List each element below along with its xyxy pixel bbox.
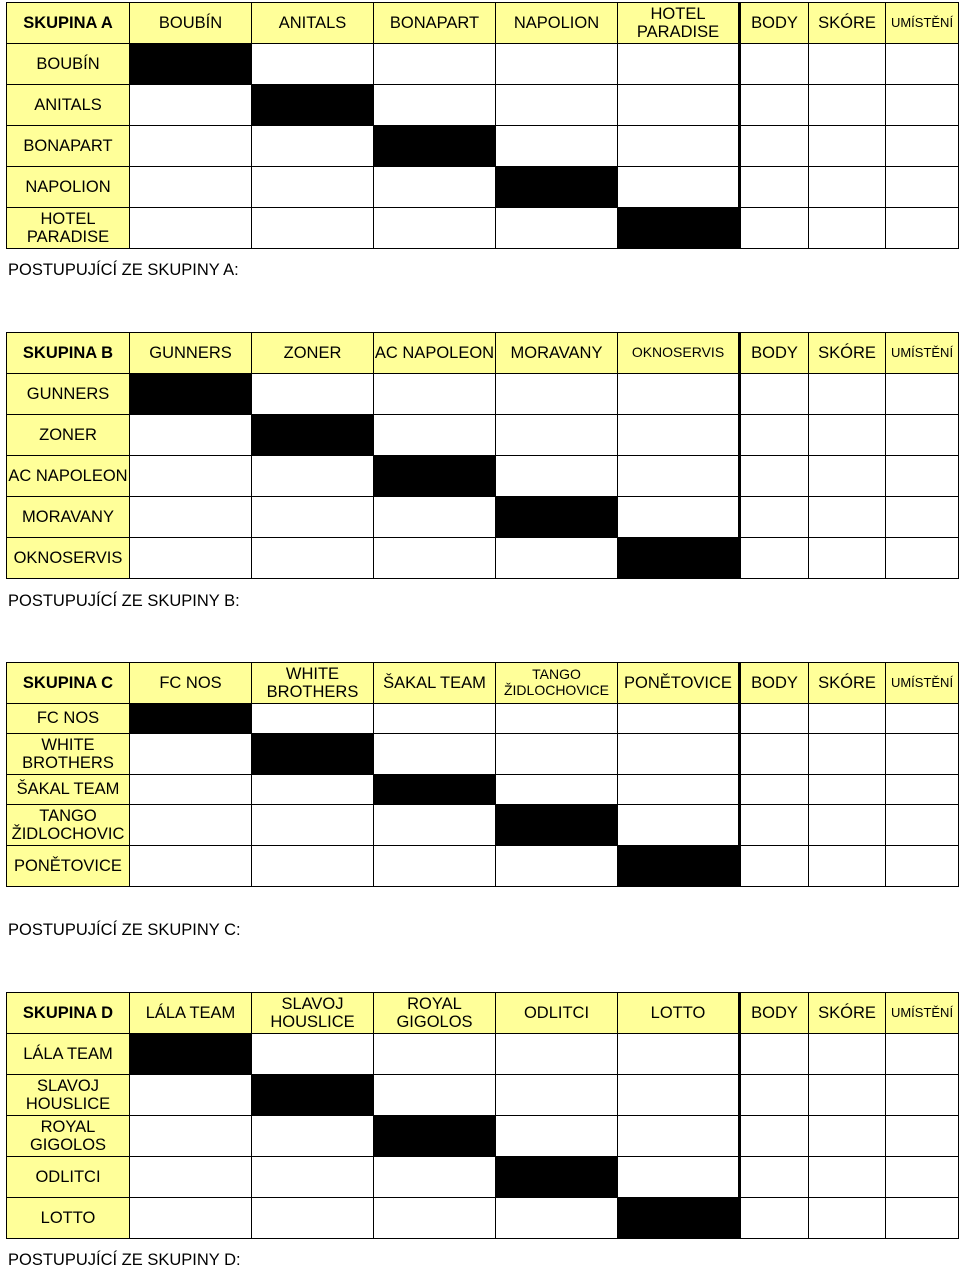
- result-cell[interactable]: [618, 374, 740, 415]
- body-cell[interactable]: [740, 1157, 809, 1198]
- place-cell[interactable]: [886, 734, 959, 775]
- place-cell[interactable]: [886, 415, 959, 456]
- result-cell[interactable]: [496, 1198, 618, 1239]
- column-place: UMÍSTĚNÍ: [886, 333, 959, 374]
- group-b-header-row: [7, 333, 959, 374]
- body-cell[interactable]: [740, 167, 809, 208]
- body-cell[interactable]: [740, 775, 809, 805]
- result-cell[interactable]: [374, 44, 496, 85]
- group-a: [6, 2, 958, 249]
- result-cell[interactable]: [496, 208, 618, 249]
- column-team: SLAVOJ HOUSLICE: [252, 993, 374, 1034]
- table-row: [7, 846, 959, 887]
- column-team: BOUBÍN: [130, 3, 252, 44]
- result-cell[interactable]: [496, 846, 618, 887]
- diagonal-cell: [374, 126, 496, 167]
- group-d-table: [6, 992, 959, 1239]
- body-cell[interactable]: [740, 538, 809, 579]
- result-cell[interactable]: [252, 167, 374, 208]
- group-b: [6, 332, 958, 579]
- score-cell[interactable]: [809, 374, 886, 415]
- row-team: ŠAKAL TEAM: [7, 775, 130, 805]
- row-team: AC NAPOLEON: [7, 456, 130, 497]
- result-cell[interactable]: [252, 44, 374, 85]
- result-cell[interactable]: [130, 1116, 252, 1157]
- group-title: SKUPINA C: [7, 663, 130, 704]
- result-cell[interactable]: [496, 704, 618, 734]
- result-cell[interactable]: [618, 805, 740, 846]
- column-team: HOTEL PARADISE: [618, 3, 740, 44]
- result-cell[interactable]: [252, 846, 374, 887]
- column-team: OKNOSERVIS: [618, 333, 740, 374]
- table-row: [7, 1075, 959, 1116]
- diagonal-cell: [496, 167, 618, 208]
- column-score: SKÓRE: [809, 333, 886, 374]
- column-team: ZONER: [252, 333, 374, 374]
- diagonal-cell: [252, 415, 374, 456]
- score-cell[interactable]: [809, 456, 886, 497]
- body-cell[interactable]: [740, 734, 809, 775]
- result-cell[interactable]: [618, 704, 740, 734]
- table-row: [7, 167, 959, 208]
- table-row: [7, 126, 959, 167]
- body-cell[interactable]: [740, 208, 809, 249]
- result-cell[interactable]: [618, 497, 740, 538]
- row-team: WHITE BROTHERS: [7, 734, 130, 775]
- body-cell[interactable]: [740, 1116, 809, 1157]
- body-cell[interactable]: [740, 1034, 809, 1075]
- result-cell[interactable]: [618, 126, 740, 167]
- result-cell[interactable]: [130, 126, 252, 167]
- table-row: [7, 85, 959, 126]
- result-cell[interactable]: [496, 374, 618, 415]
- diagonal-cell: [130, 1034, 252, 1075]
- result-cell[interactable]: [374, 846, 496, 887]
- score-cell[interactable]: [809, 44, 886, 85]
- result-cell[interactable]: [374, 704, 496, 734]
- column-team: ŠAKAL TEAM: [374, 663, 496, 704]
- row-team: NAPOLION: [7, 167, 130, 208]
- diagonal-cell: [130, 44, 252, 85]
- result-cell[interactable]: [374, 805, 496, 846]
- table-row: [7, 734, 959, 775]
- column-team: LOTTO: [618, 993, 740, 1034]
- table-row: [7, 374, 959, 415]
- row-team: GUNNERS: [7, 374, 130, 415]
- table-row: [7, 497, 959, 538]
- result-cell[interactable]: [252, 456, 374, 497]
- result-cell[interactable]: [374, 1198, 496, 1239]
- advance-label-d: POSTUPUJÍCÍ ZE SKUPINY D:: [8, 1251, 241, 1269]
- result-cell[interactable]: [252, 208, 374, 249]
- result-cell[interactable]: [130, 497, 252, 538]
- place-cell[interactable]: [886, 85, 959, 126]
- result-cell[interactable]: [618, 1075, 740, 1116]
- result-cell[interactable]: [374, 1075, 496, 1116]
- column-team: FC NOS: [130, 663, 252, 704]
- result-cell[interactable]: [618, 85, 740, 126]
- body-cell[interactable]: [740, 805, 809, 846]
- column-place: UMÍSTĚNÍ: [886, 993, 959, 1034]
- body-cell[interactable]: [740, 456, 809, 497]
- diagonal-cell: [618, 538, 740, 579]
- body-cell[interactable]: [740, 846, 809, 887]
- result-cell[interactable]: [496, 456, 618, 497]
- diagonal-cell: [496, 1157, 618, 1198]
- score-cell[interactable]: [809, 704, 886, 734]
- result-cell[interactable]: [130, 805, 252, 846]
- column-team: ROYAL GIGOLOS: [374, 993, 496, 1034]
- result-cell[interactable]: [496, 775, 618, 805]
- table-row: [7, 1157, 959, 1198]
- score-cell[interactable]: [809, 805, 886, 846]
- body-cell[interactable]: [740, 1198, 809, 1239]
- table-row: [7, 1198, 959, 1239]
- row-team: ZONER: [7, 415, 130, 456]
- result-cell[interactable]: [374, 85, 496, 126]
- result-cell[interactable]: [252, 1198, 374, 1239]
- column-body: BODY: [740, 993, 809, 1034]
- column-team: BONAPART: [374, 3, 496, 44]
- result-cell[interactable]: [374, 374, 496, 415]
- result-cell[interactable]: [374, 1034, 496, 1075]
- place-cell[interactable]: [886, 497, 959, 538]
- place-cell[interactable]: [886, 538, 959, 579]
- result-cell[interactable]: [496, 734, 618, 775]
- score-cell[interactable]: [809, 1034, 886, 1075]
- column-body: BODY: [740, 663, 809, 704]
- column-team: GUNNERS: [130, 333, 252, 374]
- place-cell[interactable]: [886, 1198, 959, 1239]
- place-cell[interactable]: [886, 1075, 959, 1116]
- diagonal-cell: [618, 1198, 740, 1239]
- result-cell[interactable]: [618, 1116, 740, 1157]
- row-team: BONAPART: [7, 126, 130, 167]
- diagonal-cell: [252, 1075, 374, 1116]
- result-cell[interactable]: [496, 1034, 618, 1075]
- column-body: BODY: [740, 3, 809, 44]
- place-cell[interactable]: [886, 1116, 959, 1157]
- row-team: TANGO ŽIDLOCHOVIC: [7, 805, 130, 846]
- diagonal-cell: [252, 85, 374, 126]
- result-cell[interactable]: [618, 44, 740, 85]
- table-row: [7, 704, 959, 734]
- table-row: [7, 805, 959, 846]
- column-score: SKÓRE: [809, 993, 886, 1034]
- body-cell[interactable]: [740, 1075, 809, 1116]
- score-cell[interactable]: [809, 497, 886, 538]
- place-cell[interactable]: [886, 456, 959, 497]
- group-b-table: [6, 332, 959, 579]
- score-cell[interactable]: [809, 734, 886, 775]
- score-cell[interactable]: [809, 167, 886, 208]
- table-row: [7, 44, 959, 85]
- result-cell[interactable]: [618, 1034, 740, 1075]
- group-a-table: [6, 2, 959, 249]
- table-row: [7, 1034, 959, 1075]
- result-cell[interactable]: [252, 805, 374, 846]
- result-cell[interactable]: [130, 538, 252, 579]
- result-cell[interactable]: [130, 167, 252, 208]
- row-team: OKNOSERVIS: [7, 538, 130, 579]
- score-cell[interactable]: [809, 846, 886, 887]
- group-title: SKUPINA A: [7, 3, 130, 44]
- place-cell[interactable]: [886, 126, 959, 167]
- result-cell[interactable]: [618, 415, 740, 456]
- diagonal-cell: [374, 775, 496, 805]
- body-cell[interactable]: [740, 126, 809, 167]
- body-cell[interactable]: [740, 704, 809, 734]
- body-cell[interactable]: [740, 374, 809, 415]
- diagonal-cell: [374, 1116, 496, 1157]
- diagonal-cell: [496, 805, 618, 846]
- table-row: [7, 456, 959, 497]
- row-team: HOTEL PARADISE: [7, 208, 130, 249]
- result-cell[interactable]: [496, 126, 618, 167]
- column-place: UMÍSTĚNÍ: [886, 3, 959, 44]
- advance-label-c: POSTUPUJÍCÍ ZE SKUPINY C:: [8, 921, 241, 939]
- column-team: WHITE BROTHERS: [252, 663, 374, 704]
- diagonal-cell: [618, 208, 740, 249]
- column-team: PONĚTOVICE: [618, 663, 740, 704]
- place-cell[interactable]: [886, 1034, 959, 1075]
- group-c-table: [6, 662, 959, 887]
- diagonal-cell: [130, 374, 252, 415]
- result-cell[interactable]: [130, 1075, 252, 1116]
- body-cell[interactable]: [740, 415, 809, 456]
- place-cell[interactable]: [886, 775, 959, 805]
- diagonal-cell: [618, 846, 740, 887]
- diagonal-cell: [252, 734, 374, 775]
- result-cell[interactable]: [130, 1157, 252, 1198]
- group-c-header-row: [7, 663, 959, 704]
- score-cell[interactable]: [809, 1198, 886, 1239]
- row-team: ROYAL GIGOLOS: [7, 1116, 130, 1157]
- result-cell[interactable]: [374, 734, 496, 775]
- place-cell[interactable]: [886, 167, 959, 208]
- result-cell[interactable]: [130, 1198, 252, 1239]
- row-team: ODLITCI: [7, 1157, 130, 1198]
- score-cell[interactable]: [809, 775, 886, 805]
- result-cell[interactable]: [130, 456, 252, 497]
- score-cell[interactable]: [809, 415, 886, 456]
- column-team: ODLITCI: [496, 993, 618, 1034]
- diagonal-cell: [130, 704, 252, 734]
- body-cell[interactable]: [740, 44, 809, 85]
- result-cell[interactable]: [252, 704, 374, 734]
- score-cell[interactable]: [809, 1116, 886, 1157]
- result-cell[interactable]: [496, 1075, 618, 1116]
- diagonal-cell: [496, 497, 618, 538]
- result-cell[interactable]: [252, 374, 374, 415]
- score-cell[interactable]: [809, 208, 886, 249]
- result-cell[interactable]: [252, 1034, 374, 1075]
- result-cell[interactable]: [374, 1157, 496, 1198]
- row-team: SLAVOJ HOUSLICE: [7, 1075, 130, 1116]
- column-score: SKÓRE: [809, 663, 886, 704]
- row-team: BOUBÍN: [7, 44, 130, 85]
- column-team: MORAVANY: [496, 333, 618, 374]
- result-cell[interactable]: [496, 415, 618, 456]
- result-cell[interactable]: [374, 538, 496, 579]
- diagonal-cell: [374, 456, 496, 497]
- result-cell[interactable]: [252, 126, 374, 167]
- table-row: [7, 1116, 959, 1157]
- advance-label-b: POSTUPUJÍCÍ ZE SKUPINY B:: [8, 592, 240, 610]
- result-cell[interactable]: [130, 208, 252, 249]
- row-team: ANITALS: [7, 85, 130, 126]
- place-cell[interactable]: [886, 805, 959, 846]
- group-d-header-row: [7, 993, 959, 1034]
- body-cell[interactable]: [740, 497, 809, 538]
- table-row: [7, 208, 959, 249]
- score-cell[interactable]: [809, 538, 886, 579]
- row-team: FC NOS: [7, 704, 130, 734]
- group-a-header-row: [7, 3, 959, 44]
- row-team: LÁLA TEAM: [7, 1034, 130, 1075]
- column-place: UMÍSTĚNÍ: [886, 663, 959, 704]
- result-cell[interactable]: [374, 167, 496, 208]
- result-cell[interactable]: [618, 1157, 740, 1198]
- result-cell[interactable]: [130, 85, 252, 126]
- result-cell[interactable]: [130, 775, 252, 805]
- score-cell[interactable]: [809, 1157, 886, 1198]
- result-cell[interactable]: [496, 538, 618, 579]
- column-body: BODY: [740, 333, 809, 374]
- place-cell[interactable]: [886, 846, 959, 887]
- table-row: [7, 538, 959, 579]
- score-cell[interactable]: [809, 126, 886, 167]
- row-team: PONĚTOVICE: [7, 846, 130, 887]
- result-cell[interactable]: [496, 1116, 618, 1157]
- result-cell[interactable]: [618, 775, 740, 805]
- result-cell[interactable]: [130, 846, 252, 887]
- result-cell[interactable]: [252, 1116, 374, 1157]
- result-cell[interactable]: [496, 85, 618, 126]
- result-cell[interactable]: [252, 497, 374, 538]
- result-cell[interactable]: [252, 538, 374, 579]
- score-cell[interactable]: [809, 1075, 886, 1116]
- result-cell[interactable]: [618, 734, 740, 775]
- result-cell[interactable]: [618, 456, 740, 497]
- place-cell[interactable]: [886, 208, 959, 249]
- result-cell[interactable]: [374, 497, 496, 538]
- table-row: [7, 775, 959, 805]
- result-cell[interactable]: [618, 167, 740, 208]
- result-cell[interactable]: [130, 734, 252, 775]
- result-cell[interactable]: [130, 415, 252, 456]
- place-cell[interactable]: [886, 44, 959, 85]
- row-team: MORAVANY: [7, 497, 130, 538]
- column-team: ANITALS: [252, 3, 374, 44]
- advance-label-a: POSTUPUJÍCÍ ZE SKUPINY A:: [8, 261, 239, 279]
- place-cell[interactable]: [886, 374, 959, 415]
- column-score: SKÓRE: [809, 3, 886, 44]
- column-team: NAPOLION: [496, 3, 618, 44]
- column-team: LÁLA TEAM: [130, 993, 252, 1034]
- column-team: TANGO ŽIDLOCHOVICE: [496, 663, 618, 704]
- result-cell[interactable]: [252, 775, 374, 805]
- result-cell[interactable]: [374, 208, 496, 249]
- table-row: [7, 415, 959, 456]
- place-cell[interactable]: [886, 704, 959, 734]
- group-d: [6, 992, 958, 1239]
- place-cell[interactable]: [886, 1157, 959, 1198]
- group-title: SKUPINA B: [7, 333, 130, 374]
- body-cell[interactable]: [740, 85, 809, 126]
- score-cell[interactable]: [809, 85, 886, 126]
- group-title: SKUPINA D: [7, 993, 130, 1034]
- result-cell[interactable]: [496, 44, 618, 85]
- result-cell[interactable]: [252, 1157, 374, 1198]
- row-team: LOTTO: [7, 1198, 130, 1239]
- group-c: [6, 662, 958, 887]
- result-cell[interactable]: [374, 415, 496, 456]
- column-team: AC NAPOLEON: [374, 333, 496, 374]
